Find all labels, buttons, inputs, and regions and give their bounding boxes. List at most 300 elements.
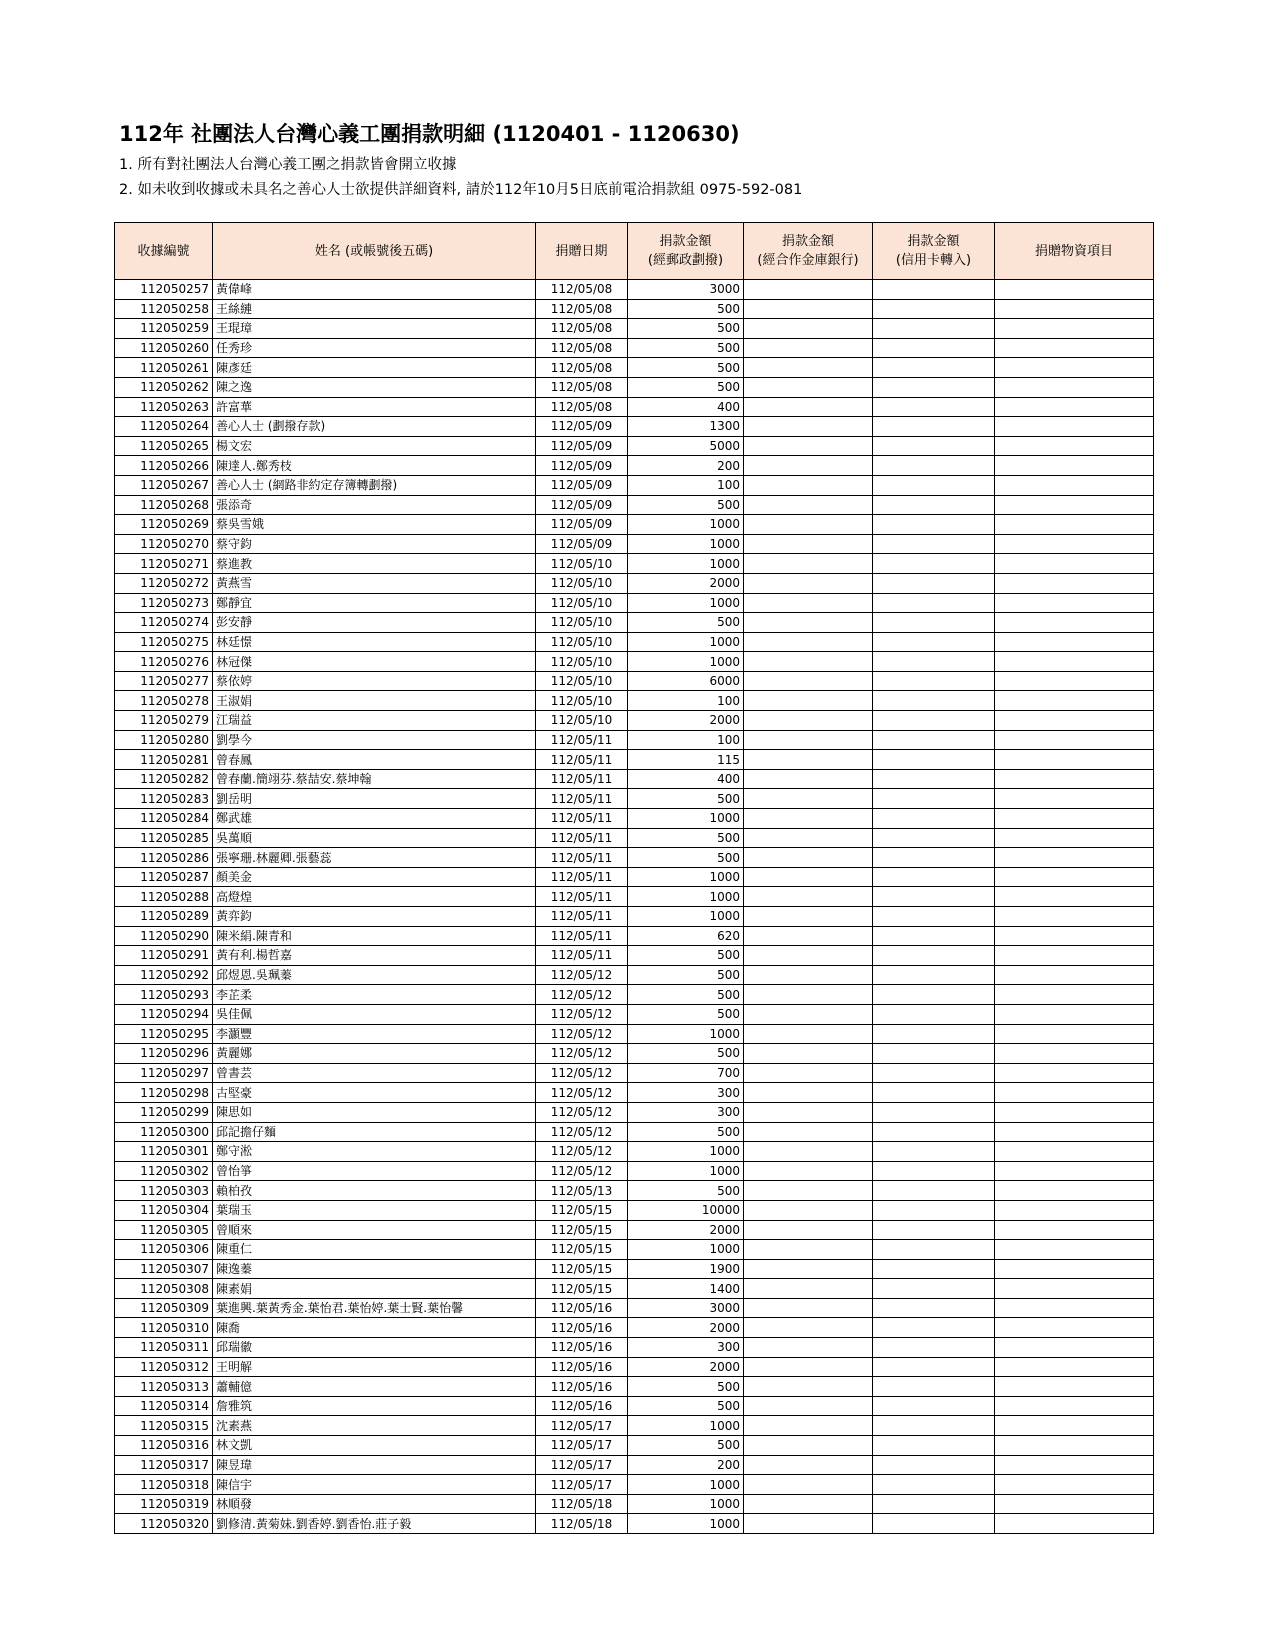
cell-name: 蔡守鈞: [213, 534, 536, 554]
table-row: [115, 299, 1154, 319]
cell-card-amount: [873, 1377, 995, 1397]
cell-card-amount: [873, 1161, 995, 1181]
cell-bank-amount: [744, 1122, 873, 1142]
cell-postal-amount: 1000: [628, 1161, 744, 1181]
cell-postal-amount: 300: [628, 1083, 744, 1103]
table-row: [115, 848, 1154, 868]
cell-card-amount: [873, 1004, 995, 1024]
cell-receipt-no: 112050259: [115, 319, 213, 339]
cell-bank-amount: [744, 1142, 873, 1162]
table-row: [115, 515, 1154, 535]
cell-card-amount: [873, 1259, 995, 1279]
cell-card-amount: [873, 1338, 995, 1358]
table-row: [115, 554, 1154, 574]
cell-goods: [995, 769, 1154, 789]
cell-postal-amount: 1000: [628, 632, 744, 652]
cell-bank-amount: [744, 417, 873, 437]
cell-receipt-no: 112050269: [115, 515, 213, 535]
cell-receipt-no: 112050267: [115, 475, 213, 495]
cell-name: 邱記擔仔麵: [213, 1122, 536, 1142]
cell-card-amount: [873, 632, 995, 652]
cell-bank-amount: [744, 828, 873, 848]
cell-date: 112/05/15: [536, 1220, 628, 1240]
cell-postal-amount: 1000: [628, 1475, 744, 1495]
table-row: [115, 280, 1154, 300]
cell-receipt-no: 112050299: [115, 1102, 213, 1122]
cell-goods: [995, 534, 1154, 554]
cell-receipt-no: 112050275: [115, 632, 213, 652]
table-row: [115, 613, 1154, 633]
cell-card-amount: [873, 1475, 995, 1495]
cell-date: 112/05/11: [536, 907, 628, 927]
cell-date: 112/05/17: [536, 1455, 628, 1475]
cell-goods: [995, 495, 1154, 515]
header-name: 姓名 (或帳號後五碼): [213, 223, 536, 280]
cell-receipt-no: 112050308: [115, 1279, 213, 1299]
cell-goods: [995, 1514, 1154, 1534]
cell-goods: [995, 319, 1154, 339]
cell-card-amount: [873, 397, 995, 417]
cell-card-amount: [873, 1279, 995, 1299]
cell-postal-amount: 300: [628, 1102, 744, 1122]
cell-name: 王淑娟: [213, 691, 536, 711]
cell-name: 劉岳明: [213, 789, 536, 809]
cell-card-amount: [873, 319, 995, 339]
cell-postal-amount: 200: [628, 1455, 744, 1475]
table-row: [115, 1200, 1154, 1220]
cell-date: 112/05/09: [536, 475, 628, 495]
cell-name: 王明解: [213, 1357, 536, 1377]
cell-receipt-no: 112050309: [115, 1298, 213, 1318]
cell-goods: [995, 299, 1154, 319]
cell-bank-amount: [744, 613, 873, 633]
cell-card-amount: [873, 1494, 995, 1514]
cell-bank-amount: [744, 593, 873, 613]
cell-card-amount: [873, 1220, 995, 1240]
table-row: [115, 632, 1154, 652]
cell-goods: [995, 573, 1154, 593]
cell-bank-amount: [744, 1396, 873, 1416]
cell-receipt-no: 112050314: [115, 1396, 213, 1416]
cell-name: 林順發: [213, 1494, 536, 1514]
cell-date: 112/05/18: [536, 1514, 628, 1534]
cell-receipt-no: 112050260: [115, 338, 213, 358]
cell-name: 張寧珊.林麗卿.張藝蕊: [213, 848, 536, 868]
cell-card-amount: [873, 358, 995, 378]
cell-date: 112/05/15: [536, 1279, 628, 1299]
cell-receipt-no: 112050300: [115, 1122, 213, 1142]
cell-date: 112/05/16: [536, 1338, 628, 1358]
table-row: [115, 1240, 1154, 1260]
cell-date: 112/05/10: [536, 671, 628, 691]
cell-receipt-no: 112050311: [115, 1338, 213, 1358]
cell-date: 112/05/15: [536, 1259, 628, 1279]
table-row: [115, 1514, 1154, 1534]
cell-receipt-no: 112050310: [115, 1318, 213, 1338]
cell-date: 112/05/16: [536, 1396, 628, 1416]
cell-date: 112/05/16: [536, 1298, 628, 1318]
table-row: [115, 671, 1154, 691]
cell-date: 112/05/12: [536, 1004, 628, 1024]
cell-goods: [995, 436, 1154, 456]
cell-goods: [995, 397, 1154, 417]
cell-receipt-no: 112050263: [115, 397, 213, 417]
cell-card-amount: [873, 946, 995, 966]
cell-bank-amount: [744, 907, 873, 927]
note-receipt: 1. 所有對社團法人台灣心義工團之捐款皆會開立收據: [119, 157, 457, 173]
cell-postal-amount: 500: [628, 613, 744, 633]
cell-bank-amount: [744, 1220, 873, 1240]
cell-goods: [995, 1240, 1154, 1260]
cell-receipt-no: 112050279: [115, 711, 213, 731]
cell-name: 林廷憬: [213, 632, 536, 652]
cell-name: 陳彥廷: [213, 358, 536, 378]
cell-postal-amount: 500: [628, 1377, 744, 1397]
table-row: [115, 730, 1154, 750]
cell-date: 112/05/09: [536, 534, 628, 554]
cell-date: 112/05/09: [536, 515, 628, 535]
cell-name: 曾書芸: [213, 1063, 536, 1083]
table-row: [115, 887, 1154, 907]
cell-card-amount: [873, 711, 995, 731]
cell-goods: [995, 750, 1154, 770]
table-row: [115, 1318, 1154, 1338]
cell-postal-amount: 1000: [628, 1416, 744, 1436]
cell-postal-amount: 6000: [628, 671, 744, 691]
cell-bank-amount: [744, 632, 873, 652]
donation-table-wrapper: [114, 222, 1154, 1534]
cell-card-amount: [873, 1083, 995, 1103]
header-bank-amount: 捐款金額 (經合作金庫銀行): [744, 223, 873, 280]
cell-postal-amount: 1000: [628, 1494, 744, 1514]
cell-name: 林冠傑: [213, 652, 536, 672]
note-contact: 2. 如未收到收據或未具名之善心人士欲提供詳細資料, 請於112年10月5日底前電洽捐款組 0975-592-081: [119, 182, 803, 198]
cell-postal-amount: 1000: [628, 554, 744, 574]
cell-card-amount: [873, 867, 995, 887]
table-row: [115, 1494, 1154, 1514]
cell-card-amount: [873, 377, 995, 397]
cell-name: 鄭武雄: [213, 809, 536, 829]
cell-postal-amount: 1000: [628, 809, 744, 829]
cell-postal-amount: 500: [628, 848, 744, 868]
cell-date: 112/05/10: [536, 613, 628, 633]
cell-bank-amount: [744, 554, 873, 574]
cell-receipt-no: 112050317: [115, 1455, 213, 1475]
cell-bank-amount: [744, 809, 873, 829]
cell-name: 黃有利.楊哲嘉: [213, 946, 536, 966]
cell-card-amount: [873, 652, 995, 672]
cell-card-amount: [873, 1200, 995, 1220]
cell-bank-amount: [744, 280, 873, 300]
cell-name: 陳思如: [213, 1102, 536, 1122]
cell-goods: [995, 1416, 1154, 1436]
table-row: [115, 1416, 1154, 1436]
cell-bank-amount: [744, 1279, 873, 1299]
cell-card-amount: [873, 1436, 995, 1456]
cell-card-amount: [873, 1181, 995, 1201]
cell-bank-amount: [744, 1455, 873, 1475]
table-row: [115, 985, 1154, 1005]
cell-bank-amount: [744, 965, 873, 985]
cell-postal-amount: 1000: [628, 1240, 744, 1260]
cell-goods: [995, 1494, 1154, 1514]
cell-name: 陳重仁: [213, 1240, 536, 1260]
cell-receipt-no: 112050285: [115, 828, 213, 848]
table-body: [115, 280, 1154, 1534]
cell-receipt-no: 112050320: [115, 1514, 213, 1534]
table-row: [115, 1279, 1154, 1299]
cell-card-amount: [873, 593, 995, 613]
table-row: [115, 1122, 1154, 1142]
cell-receipt-no: 112050288: [115, 887, 213, 907]
cell-goods: [995, 1063, 1154, 1083]
cell-date: 112/05/08: [536, 280, 628, 300]
cell-receipt-no: 112050293: [115, 985, 213, 1005]
cell-bank-amount: [744, 1024, 873, 1044]
cell-goods: [995, 985, 1154, 1005]
cell-receipt-no: 112050291: [115, 946, 213, 966]
cell-card-amount: [873, 828, 995, 848]
cell-date: 112/05/08: [536, 299, 628, 319]
table-row: [115, 436, 1154, 456]
cell-goods: [995, 965, 1154, 985]
cell-receipt-no: 112050266: [115, 456, 213, 476]
cell-receipt-no: 112050257: [115, 280, 213, 300]
cell-goods: [995, 1475, 1154, 1495]
cell-goods: [995, 1161, 1154, 1181]
cell-bank-amount: [744, 1161, 873, 1181]
table-row: [115, 789, 1154, 809]
cell-date: 112/05/10: [536, 554, 628, 574]
cell-card-amount: [873, 1122, 995, 1142]
table-row: [115, 1455, 1154, 1475]
cell-bank-amount: [744, 946, 873, 966]
cell-card-amount: [873, 1044, 995, 1064]
cell-postal-amount: 500: [628, 946, 744, 966]
cell-receipt-no: 112050313: [115, 1377, 213, 1397]
cell-receipt-no: 112050319: [115, 1494, 213, 1514]
cell-bank-amount: [744, 1044, 873, 1064]
cell-postal-amount: 2000: [628, 573, 744, 593]
cell-date: 112/05/11: [536, 809, 628, 829]
cell-postal-amount: 500: [628, 377, 744, 397]
cell-date: 112/05/17: [536, 1416, 628, 1436]
cell-receipt-no: 112050315: [115, 1416, 213, 1436]
cell-name: 鄭靜宜: [213, 593, 536, 613]
cell-postal-amount: 500: [628, 828, 744, 848]
cell-goods: [995, 280, 1154, 300]
cell-bank-amount: [744, 769, 873, 789]
cell-date: 112/05/12: [536, 1102, 628, 1122]
table-row: [115, 1004, 1154, 1024]
cell-receipt-no: 112050276: [115, 652, 213, 672]
cell-receipt-no: 112050305: [115, 1220, 213, 1240]
table-row: [115, 769, 1154, 789]
cell-bank-amount: [744, 338, 873, 358]
cell-date: 112/05/17: [536, 1475, 628, 1495]
cell-name: 沈素燕: [213, 1416, 536, 1436]
cell-postal-amount: 10000: [628, 1200, 744, 1220]
cell-card-amount: [873, 299, 995, 319]
cell-card-amount: [873, 1142, 995, 1162]
cell-goods: [995, 1396, 1154, 1416]
cell-date: 112/05/11: [536, 926, 628, 946]
table-row: [115, 1298, 1154, 1318]
cell-card-amount: [873, 887, 995, 907]
page-title: 112年 社團法人台灣心義工團捐款明細 (1120401 - 1120630): [119, 122, 740, 146]
cell-goods: [995, 1318, 1154, 1338]
cell-postal-amount: 3000: [628, 1298, 744, 1318]
cell-postal-amount: 500: [628, 1122, 744, 1142]
cell-date: 112/05/11: [536, 946, 628, 966]
cell-receipt-no: 112050277: [115, 671, 213, 691]
table-row: [115, 1259, 1154, 1279]
cell-goods: [995, 652, 1154, 672]
table-row: [115, 1181, 1154, 1201]
cell-bank-amount: [744, 299, 873, 319]
cell-bank-amount: [744, 1494, 873, 1514]
cell-name: 葉進興.葉黃秀金.葉怡君.葉怡婷.葉士賢.葉怡馨: [213, 1298, 536, 1318]
cell-goods: [995, 1377, 1154, 1397]
cell-card-amount: [873, 730, 995, 750]
cell-postal-amount: 500: [628, 1396, 744, 1416]
cell-date: 112/05/10: [536, 711, 628, 731]
cell-bank-amount: [744, 730, 873, 750]
table-row: [115, 926, 1154, 946]
cell-card-amount: [873, 1357, 995, 1377]
cell-name: 黃燕雪: [213, 573, 536, 593]
cell-postal-amount: 500: [628, 1181, 744, 1201]
cell-date: 112/05/08: [536, 397, 628, 417]
cell-date: 112/05/10: [536, 573, 628, 593]
cell-bank-amount: [744, 1240, 873, 1260]
table-row: [115, 750, 1154, 770]
cell-bank-amount: [744, 397, 873, 417]
cell-name: 王琨璋: [213, 319, 536, 339]
cell-name: 許富華: [213, 397, 536, 417]
cell-name: 黃弈鈞: [213, 907, 536, 927]
cell-name: 曾春蘭.簡翊芬.蔡喆安.蔡坤翰: [213, 769, 536, 789]
cell-card-amount: [873, 965, 995, 985]
cell-bank-amount: [744, 1416, 873, 1436]
cell-receipt-no: 112050304: [115, 1200, 213, 1220]
cell-date: 112/05/09: [536, 495, 628, 515]
cell-postal-amount: 2000: [628, 711, 744, 731]
cell-name: 陳信宇: [213, 1475, 536, 1495]
cell-name: 陳達人.鄭秀枝: [213, 456, 536, 476]
header-card-amount: 捐款金額 (信用卡轉入): [873, 223, 995, 280]
cell-date: 112/05/13: [536, 1181, 628, 1201]
cell-name: 曾春鳳: [213, 750, 536, 770]
cell-postal-amount: 200: [628, 456, 744, 476]
cell-date: 112/05/15: [536, 1200, 628, 1220]
table-row: [115, 711, 1154, 731]
cell-name: 李灝豐: [213, 1024, 536, 1044]
cell-name: 蕭輔億: [213, 1377, 536, 1397]
cell-goods: [995, 867, 1154, 887]
cell-name: 葉瑞玉: [213, 1200, 536, 1220]
cell-goods: [995, 1279, 1154, 1299]
cell-name: 江瑞益: [213, 711, 536, 731]
cell-date: 112/05/08: [536, 319, 628, 339]
table-row: [115, 534, 1154, 554]
cell-date: 112/05/12: [536, 1063, 628, 1083]
cell-card-amount: [873, 436, 995, 456]
cell-receipt-no: 112050318: [115, 1475, 213, 1495]
cell-bank-amount: [744, 1181, 873, 1201]
cell-postal-amount: 1300: [628, 417, 744, 437]
cell-goods: [995, 338, 1154, 358]
cell-postal-amount: 100: [628, 730, 744, 750]
cell-date: 112/05/12: [536, 985, 628, 1005]
cell-date: 112/05/10: [536, 652, 628, 672]
cell-date: 112/05/10: [536, 691, 628, 711]
cell-name: 劉修清.黃菊妹.劉香婷.劉香怡.莊子毅: [213, 1514, 536, 1534]
cell-card-amount: [873, 573, 995, 593]
cell-card-amount: [873, 809, 995, 829]
cell-postal-amount: 500: [628, 299, 744, 319]
cell-bank-amount: [744, 475, 873, 495]
cell-date: 112/05/17: [536, 1436, 628, 1456]
cell-goods: [995, 632, 1154, 652]
cell-goods: [995, 554, 1154, 574]
cell-goods: [995, 1298, 1154, 1318]
cell-name: 楊文宏: [213, 436, 536, 456]
cell-card-amount: [873, 613, 995, 633]
cell-goods: [995, 946, 1154, 966]
table-row: [115, 867, 1154, 887]
cell-date: 112/05/16: [536, 1377, 628, 1397]
cell-goods: [995, 358, 1154, 378]
cell-date: 112/05/10: [536, 593, 628, 613]
cell-goods: [995, 789, 1154, 809]
cell-date: 112/05/11: [536, 789, 628, 809]
table-row: [115, 456, 1154, 476]
cell-goods: [995, 1220, 1154, 1240]
cell-date: 112/05/18: [536, 1494, 628, 1514]
cell-goods: [995, 1338, 1154, 1358]
cell-card-amount: [873, 1298, 995, 1318]
cell-goods: [995, 377, 1154, 397]
table-row: [115, 965, 1154, 985]
cell-card-amount: [873, 495, 995, 515]
table-row: [115, 828, 1154, 848]
table-row: [115, 1142, 1154, 1162]
cell-date: 112/05/11: [536, 769, 628, 789]
table-row: [115, 397, 1154, 417]
table-row: [115, 1083, 1154, 1103]
cell-postal-amount: 620: [628, 926, 744, 946]
cell-receipt-no: 112050273: [115, 593, 213, 613]
cell-card-amount: [873, 554, 995, 574]
cell-card-amount: [873, 848, 995, 868]
cell-card-amount: [873, 750, 995, 770]
cell-receipt-no: 112050258: [115, 299, 213, 319]
cell-postal-amount: 5000: [628, 436, 744, 456]
cell-receipt-no: 112050272: [115, 573, 213, 593]
cell-bank-amount: [744, 456, 873, 476]
cell-name: 高燈煌: [213, 887, 536, 907]
table-row: [115, 907, 1154, 927]
cell-bank-amount: [744, 887, 873, 907]
cell-postal-amount: 400: [628, 769, 744, 789]
cell-receipt-no: 112050278: [115, 691, 213, 711]
cell-date: 112/05/12: [536, 1024, 628, 1044]
cell-postal-amount: 300: [628, 1338, 744, 1358]
cell-goods: [995, 1102, 1154, 1122]
cell-postal-amount: 1400: [628, 1279, 744, 1299]
cell-name: 李芷柔: [213, 985, 536, 1005]
